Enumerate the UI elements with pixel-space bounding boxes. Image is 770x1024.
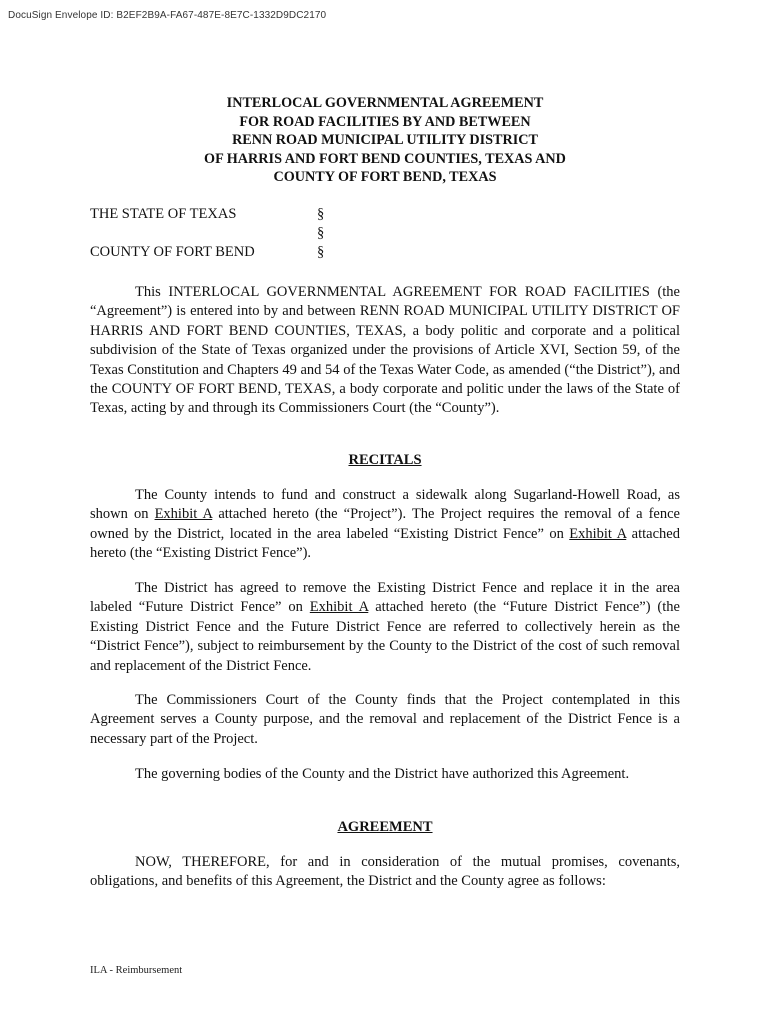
recital-paragraph: The governing bodies of the County and the District have authorized this Agreement. [135,766,630,782]
title-line: COUNTY OF FORT BEND, TEXAS [273,169,497,186]
document-title [90,94,680,187]
county-label: COUNTY OF FORT BEND [90,244,255,260]
section-symbol: § [317,244,325,260]
recital-paragraph: The Commissioners Court of the County finds that the Project contemplated in this Agreement serves a County purpose, and the removal and replacement of the District Fence is a necessary part of the Project. [90,692,680,747]
envelope-id: DocuSign Envelope ID: B2EF2B9A-FA67-487E-8E7C-1332D9DC2170 [8,10,327,21]
agreement-intro-paragraph: NOW, THEREFORE, for and in consideration of the mutual promises, covenants, obligations, and benefits of this Agreement, the District and the County agree as follows: [90,854,680,890]
state-label: THE STATE OF TEXAS [90,206,237,222]
recital-paragraph: The District has agreed to remove the Existing District Fence and replace it in the area labeled “Future District Fence” on Exhibit A attached hereto (the “Future District Fence”) (the Existing District Fence and the Future District Fence are referred to collectively herein as the “District Fence”), subject to reimbursement by the County to the District of the cost of such removal and replacement of the District Fence. [90,580,680,674]
title-line: RENN ROAD MUNICIPAL UTILITY DISTRICT [232,132,538,149]
section-symbol: § [317,206,325,222]
recital-paragraph: The County intends to fund and construct a sidewalk along Sugarland-Howell Road, as shown on Exhibit A attached hereto (the “Project”). The Project requires the removal of a fence owned by the District, located in the area labeled “Existing District Fence” on Exhibit A attached hereto (the “Existing District Fence”). [90,487,680,562]
exhibit-a-reference: Exhibit A [569,525,627,542]
exhibit-a-reference: Exhibit A [154,506,213,523]
page-footer: ILA - Reimbursement [90,965,183,976]
agreement-heading: AGREEMENT [337,819,433,835]
title-line: OF HARRIS AND FORT BEND COUNTIES, TEXAS AND [204,150,566,167]
intro-paragraph: This INTERLOCAL GOVERNMENTAL AGREEMENT FOR ROAD FACILITIES (the “Agreement”) is entered into by and between RENN ROAD MUNICIPAL UTILITY DISTRICT OF HARRIS AND FORT BEND COUNTIES, TEXAS, a body politic and corporate and a political subdivision of the State of Texas organized under the provisions of Article XVI, Section 59, of the Texas Constitution and Chapters 49 and 54 of the Texas Water Code, as amended (“the District”), and the COUNTY OF FORT BEND, TEXAS, a body corporate and politic under the laws of the State of Texas, acting by and through its Commissioners Court (the “County”). [90,284,680,417]
section-symbol: § [317,225,325,241]
venue-block [90,205,680,262]
title-line: FOR ROAD FACILITIES BY AND BETWEEN [239,113,531,130]
title-line: INTERLOCAL GOVERNMENTAL AGREEMENT [226,95,544,111]
recitals-heading: RECITALS [348,452,422,468]
exhibit-a-reference: Exhibit A [309,599,369,616]
